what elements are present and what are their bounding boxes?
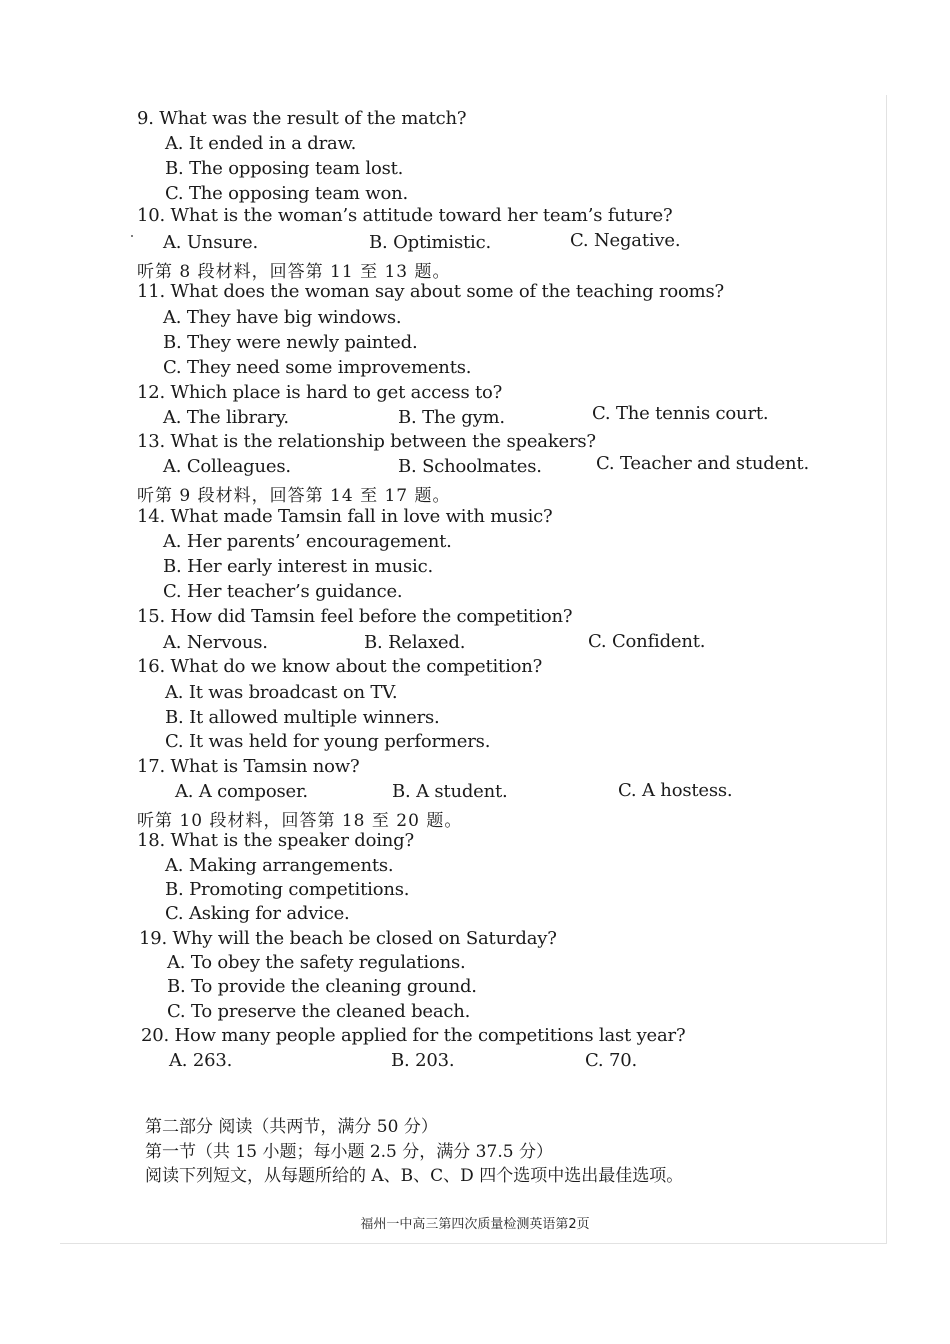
question-12: 12. Which place is hard to get access to? [137, 382, 503, 403]
q9-option-b: B. The opposing team lost. [165, 158, 404, 179]
reading-instruction: 阅读下列短文，从每题所给的 A、B、C、D 四个选项中选出最佳选项。 [145, 1166, 684, 1186]
q10-option-b: B. Optimistic. [369, 232, 491, 253]
q16-option-b: B. It allowed multiple winners. [165, 707, 440, 728]
section-header-9: 听第 9 段材料，回答第 14 至 17 题。 [137, 486, 451, 506]
question-16: 16. What do we know about the competition? [137, 656, 543, 677]
q10-option-c: C. Negative. [570, 230, 681, 251]
q19-option-a: A. To obey the safety regulations. [167, 952, 466, 973]
q18-option-c: C. Asking for advice. [165, 903, 350, 924]
q15-option-c: C. Confident. [588, 631, 706, 652]
q16-option-a: A. It was broadcast on TV. [165, 682, 398, 703]
q15-option-b: B. Relaxed. [364, 632, 466, 653]
question-17: 17. What is Tamsin now? [137, 756, 360, 777]
q16-option-c: C. It was held for young performers. [165, 731, 491, 752]
question-19: 19. Why will the beach be closed on Saturday? [139, 928, 557, 949]
q14-option-c: C. Her teacher’s guidance. [163, 581, 403, 602]
q10-option-a: A. Unsure. [163, 232, 259, 253]
q11-option-a: A. They have big windows. [163, 307, 402, 328]
q17-option-a: A. A composer. [175, 781, 308, 802]
q14-option-b: B. Her early interest in music. [163, 556, 433, 577]
q19-option-c: C. To preserve the cleaned beach. [167, 1001, 471, 1022]
section-one-title: 第一节（共 15 小题；每小题 2.5 分，满分 37.5 分） [145, 1142, 553, 1162]
q18-option-a: A. Making arrangements. [165, 855, 394, 876]
q12-option-c: C. The tennis court. [592, 403, 769, 424]
question-20: 20. How many people applied for the competitions last year? [141, 1025, 686, 1046]
scan-speck [131, 235, 133, 237]
page-footer: 福州一中高三第四次质量检测英语第2页 [360, 1217, 590, 1232]
question-15: 15. How did Tamsin feel before the competition? [137, 606, 573, 627]
q15-option-a: A. Nervous. [163, 632, 268, 653]
section-header-8: 听第 8 段材料，回答第 11 至 13 题。 [137, 262, 451, 282]
question-10: 10. What is the woman’s attitude toward her team’s future? [137, 205, 673, 226]
part-two-title: 第二部分 阅读（共两节，满分 50 分） [145, 1117, 438, 1137]
q13-option-b: B. Schoolmates. [398, 456, 542, 477]
q20-option-a: A. 263. [169, 1050, 233, 1071]
q14-option-a: A. Her parents’ encouragement. [163, 531, 452, 552]
q13-option-c: C. Teacher and student. [596, 453, 809, 474]
question-14: 14. What made Tamsin fall in love with music? [137, 506, 553, 527]
section-header-10: 听第 10 段材料，回答第 18 至 20 题。 [137, 811, 463, 831]
question-9: 9. What was the result of the match? [137, 108, 467, 129]
q13-option-a: A. Colleagues. [163, 456, 291, 477]
q11-option-c: C. They need some improvements. [163, 357, 472, 378]
q18-option-b: B. Promoting competitions. [165, 879, 410, 900]
q20-option-b: B. 203. [391, 1050, 455, 1071]
q11-option-b: B. They were newly painted. [163, 332, 418, 353]
q17-option-b: B. A student. [392, 781, 508, 802]
question-18: 18. What is the speaker doing? [137, 830, 414, 851]
q12-option-a: A. The library. [163, 407, 289, 428]
q19-option-b: B. To provide the cleaning ground. [167, 976, 477, 997]
q20-option-c: C. 70. [585, 1050, 638, 1071]
q9-option-c: C. The opposing team won. [165, 183, 409, 204]
q9-option-a: A. It ended in a draw. [165, 133, 357, 154]
question-11: 11. What does the woman say about some of the teaching rooms? [137, 281, 725, 302]
q12-option-b: B. The gym. [398, 407, 505, 428]
question-13: 13. What is the relationship between the speakers? [137, 431, 596, 452]
q17-option-c: C. A hostess. [618, 780, 733, 801]
